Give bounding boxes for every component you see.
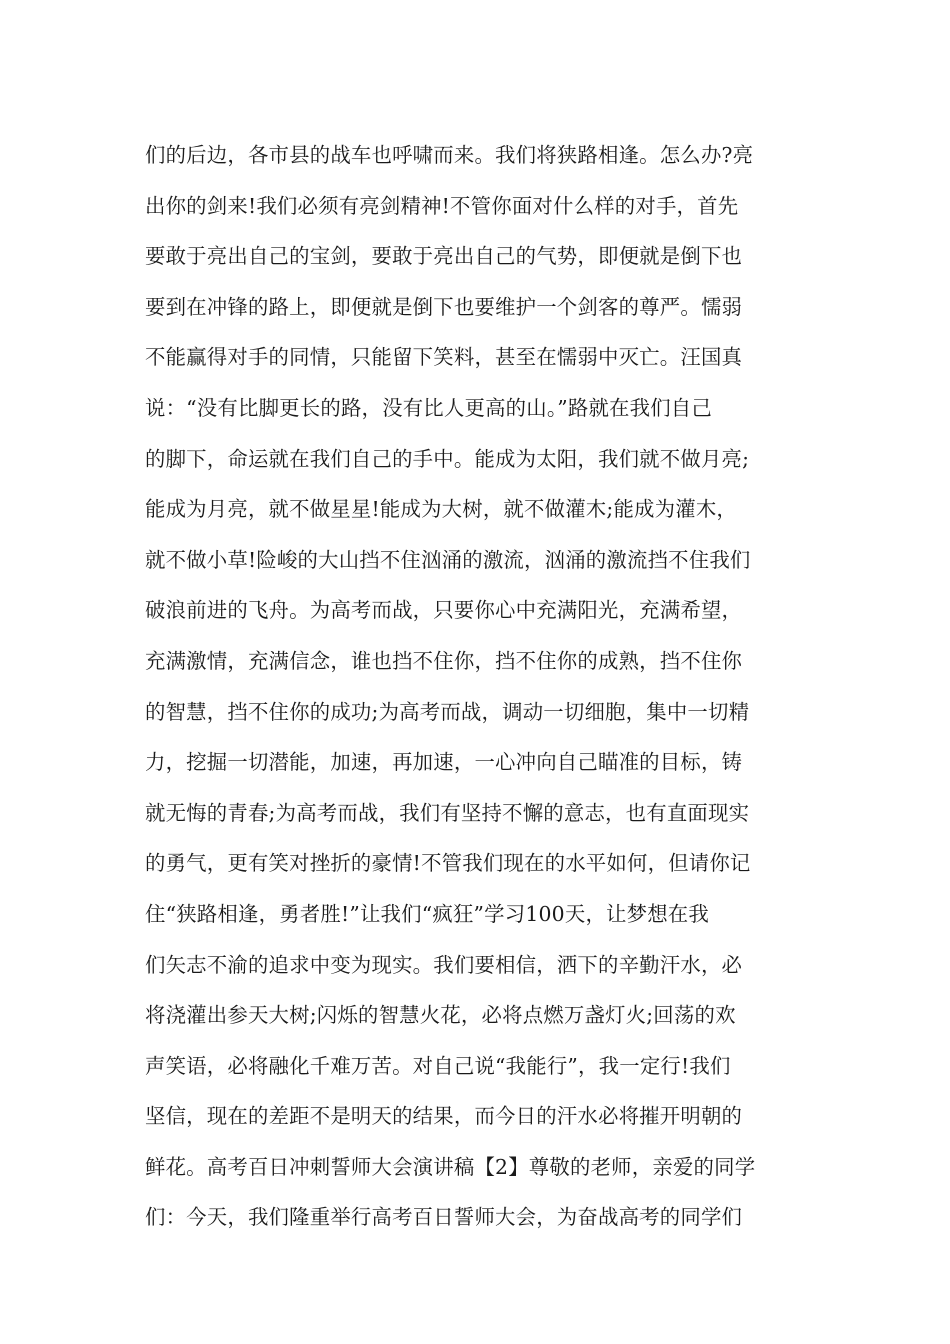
text-line: 的脚下，命运就在我们自己的手中。能成为太阳，我们就不做月亮; <box>145 446 750 471</box>
text-line: 们矢志不渝的追求中变为现实。我们要相信，洒下的辛勤汗水，必 <box>145 952 743 977</box>
text-line: 能成为月亮，就不做星星!能成为大树，就不做灌木;能成为灌木， <box>145 497 737 522</box>
text-line: 的智慧，挡不住你的成功;为高考而战，调动一切细胞，集中一切精 <box>145 699 750 724</box>
text-line: 充满激情，充满信念，谁也挡不住你，挡不住你的成熟，挡不住你 <box>145 648 743 673</box>
text-line: 不能赢得对手的同情，只能留下笑料，甚至在懦弱中灭亡。汪国真 <box>145 345 743 370</box>
text-line: 声笑语，必将融化千难万苦。对自己说“我能行”，我一定行!我们 <box>145 1053 731 1078</box>
text-line: 力，挖掘一切潜能，加速，再加速，一心冲向自己瞄准的目标，铸 <box>145 750 743 775</box>
text-line: 要到在冲锋的路上，即便就是倒下也要维护一个剑客的尊严。懦弱 <box>145 294 743 319</box>
text-line: 破浪前进的飞舟。为高考而战，只要你心中充满阳光，充满希望， <box>145 598 743 623</box>
text-line: 出你的剑来!我们必须有亮剑精神!不管你面对什么样的对手，首先 <box>145 193 739 218</box>
text-line: 要敢于亮出自己的宝剑，要敢于亮出自己的气势，即便就是倒下也 <box>145 244 743 269</box>
body-text <box>145 130 810 1243</box>
text-line: 们：今天，我们隆重举行高考百日誓师大会，为奋战高考的同学们 <box>145 1205 743 1230</box>
text-line: 坚信，现在的差距不是明天的结果，而今日的汗水必将摧开明朝的 <box>145 1104 743 1129</box>
text-line: 们的后边，各市县的战车也呼啸而来。我们将狭路相逢。怎么办?亮 <box>145 143 754 167</box>
text-line: 就无悔的青春;为高考而战，我们有坚持不懈的意志，也有直面现实 <box>145 800 750 825</box>
text-line: 将浇灌出参天大树;闪烁的智慧火花，必将点燃万盏灯火;回荡的欢 <box>145 1003 736 1028</box>
text-line: 的勇气，更有笑对挫折的豪情!不管我们现在的水平如何，但请你记 <box>145 851 751 876</box>
text-line: 住“狭路相逢，勇者胜!”让我们“疯狂”学习100天，让梦想在我 <box>145 901 709 926</box>
text-line: 就不做小草!险峻的大山挡不住汹涌的激流，汹涌的激流挡不住我们 <box>145 547 751 572</box>
text-line: 鲜花。高考百日冲刺誓师大会演讲稿【2】尊敬的老师，亲爱的同学 <box>145 1154 756 1179</box>
text-line: 说：“没有比脚更长的路，没有比人更高的山。”路就在我们自己 <box>145 395 712 420</box>
